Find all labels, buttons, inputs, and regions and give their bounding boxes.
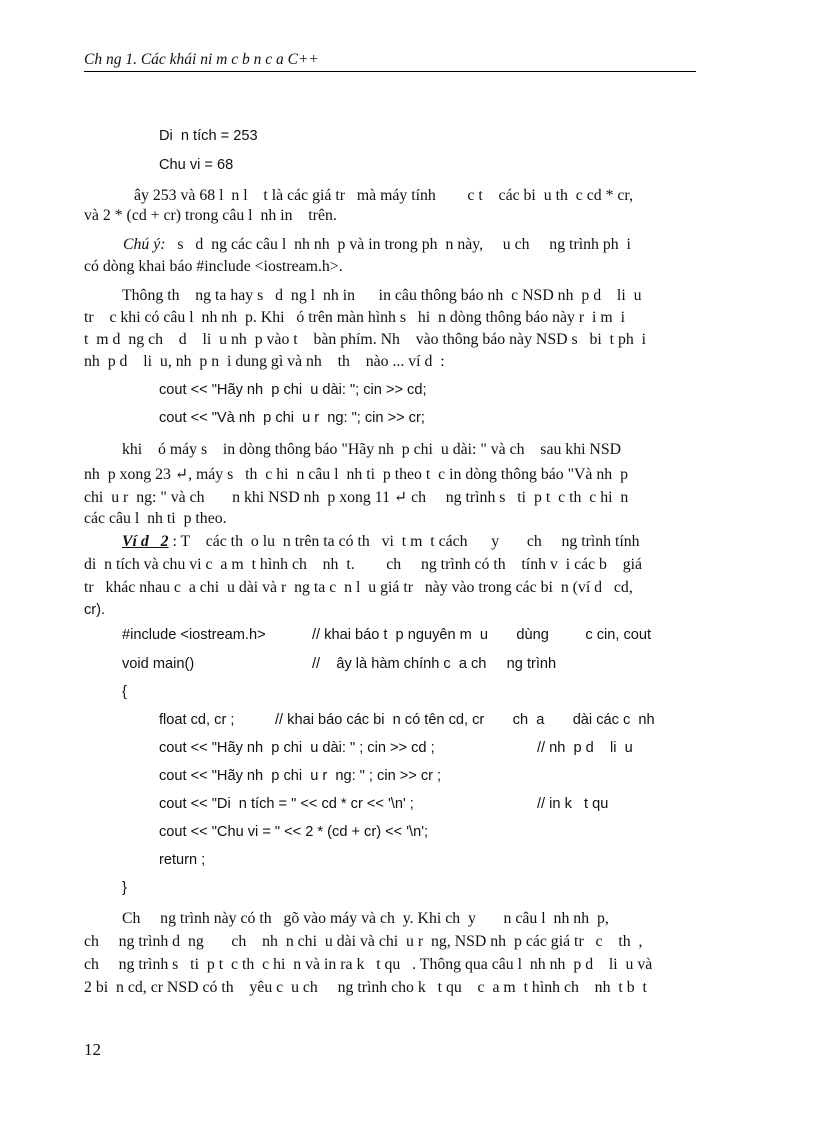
flow-line-3: chi u r ng: " và ch n khi NSD nh p xong 11 ↵ ch ng trình s ti p t c th c hi n <box>84 489 629 506</box>
output-perimeter-line: Chu vi = 68 <box>159 157 234 173</box>
final-line-1: Ch ng trình này có th gõ vào máy và ch y. Khi ch y n câu l nh nh p, <box>122 910 609 927</box>
note-label: Chú ý: <box>123 236 166 253</box>
final-line-2: ch ng trình d ng ch nh n chi u dài và chi u r ng, NSD nh p các giá tr c th , <box>84 933 643 950</box>
code-include: #include <iostream.h> <box>122 627 266 643</box>
output-area-line: Di n tích = 253 <box>159 128 258 144</box>
explain-line-2: và 2 * (cd + cr) trong câu l nh in trên. <box>84 207 337 224</box>
code-main: void main() <box>122 656 195 672</box>
code-decl-comment: // khai báo các bi n có tên cd, cr ch a dài các c nh <box>275 712 655 728</box>
code-close-brace: } <box>122 880 127 896</box>
note-line-1 <box>123 236 631 254</box>
code-open-brace: { <box>122 684 127 700</box>
example2-line-3: tr khác nhau c a chi u dài và r ng ta c n l u giá tr này vào trong các bi n (ví d cd, <box>84 579 633 596</box>
header-rule <box>84 71 696 72</box>
final-line-4: 2 bi n cd, cr NSD có th yêu c u ch ng trình cho k t qu c a m t hình ch nh t b t <box>84 979 647 996</box>
code-return: return ; <box>159 852 206 868</box>
code-input-cr: cout << "Hãy nh p chi u r ng: " ; cin >> cr ; <box>159 768 442 784</box>
example2-line-2: di n tích và chu vi c a m t hình ch nh t. ch ng trình có th tính v i các b giá <box>84 556 643 573</box>
code-input-cd-comment: // nh p d li u <box>537 740 633 756</box>
code-output-area: cout << "Di n tích = " << cd * cr << '\n' ; <box>159 796 414 812</box>
final-line-3: ch ng trình s ti p t c th c hi n và in ra k t qu . Thông qua câu l nh nh p d li u và <box>84 956 653 973</box>
code-input-cd: cout << "Hãy nh p chi u dài: " ; cin >> cd ; <box>159 740 435 756</box>
code-include-comment: // khai báo t p nguyên m u dùng c cin, cout <box>312 627 652 643</box>
prompt-line-4: nh p d li u, nh p n i dung gì và nh th nào ... ví d : <box>84 353 445 370</box>
prompt-code-line-1: cout << "Hãy nh p chi u dài: "; cin >> cd; <box>159 382 427 398</box>
example2-line-4: cr). <box>84 602 106 618</box>
example2-line-1 <box>122 533 640 551</box>
flow-line-1: khi ó máy s in dòng thông báo "Hãy nh p chi u dài: " và ch sau khi NSD <box>122 441 622 458</box>
explain-line-1: ây 253 và 68 l n l t là các giá tr mà máy tính c t các bi u th c cd * cr, <box>134 187 634 204</box>
prompt-line-3: t m d ng ch d li u nh p vào t bàn phím. Nh vào thông báo này NSD s bi t ph i <box>84 331 647 348</box>
prompt-code-line-2: cout << "Và nh p chi u r ng: "; cin >> cr; <box>159 410 425 426</box>
flow-line-2: nh p xong 23 ↵, máy s th c hi n câu l nh ti p theo t c in dòng thông báo "Và nh p <box>84 466 628 483</box>
page-number: 12 <box>84 1040 101 1059</box>
note-line-2: có dòng khai báo #include <iostream.h>. <box>84 258 343 275</box>
prompt-line-2: tr c khi có câu l nh nh p. Khi ó trên màn hình s hi n dòng thông báo này r i m i <box>84 309 625 326</box>
flow-line-4: các câu l nh ti p theo. <box>84 510 227 527</box>
example2-label: Ví d 2 <box>122 533 169 550</box>
prompt-line-1: Thông th ng ta hay s d ng l nh in in câu thông báo nh c NSD nh p d li u <box>122 287 642 304</box>
note-text: s d ng các câu l nh nh p và in trong ph n này, u ch ng trình ph i <box>177 236 631 253</box>
code-output-perimeter: cout << "Chu vi = " << 2 * (cd + cr) << '\n'; <box>159 824 429 840</box>
example2-text: : T các th o lu n trên ta có th vi t m t cách y ch ng trình tính <box>172 533 640 550</box>
code-output-area-comment: // in k t qu <box>537 796 609 812</box>
running-header: Ch ng 1. Các khái ni m c b n c a C++ <box>84 51 319 68</box>
code-main-comment: // ây là hàm chính c a ch ng trình <box>312 656 557 672</box>
code-decl: float cd, cr ; <box>159 712 235 728</box>
